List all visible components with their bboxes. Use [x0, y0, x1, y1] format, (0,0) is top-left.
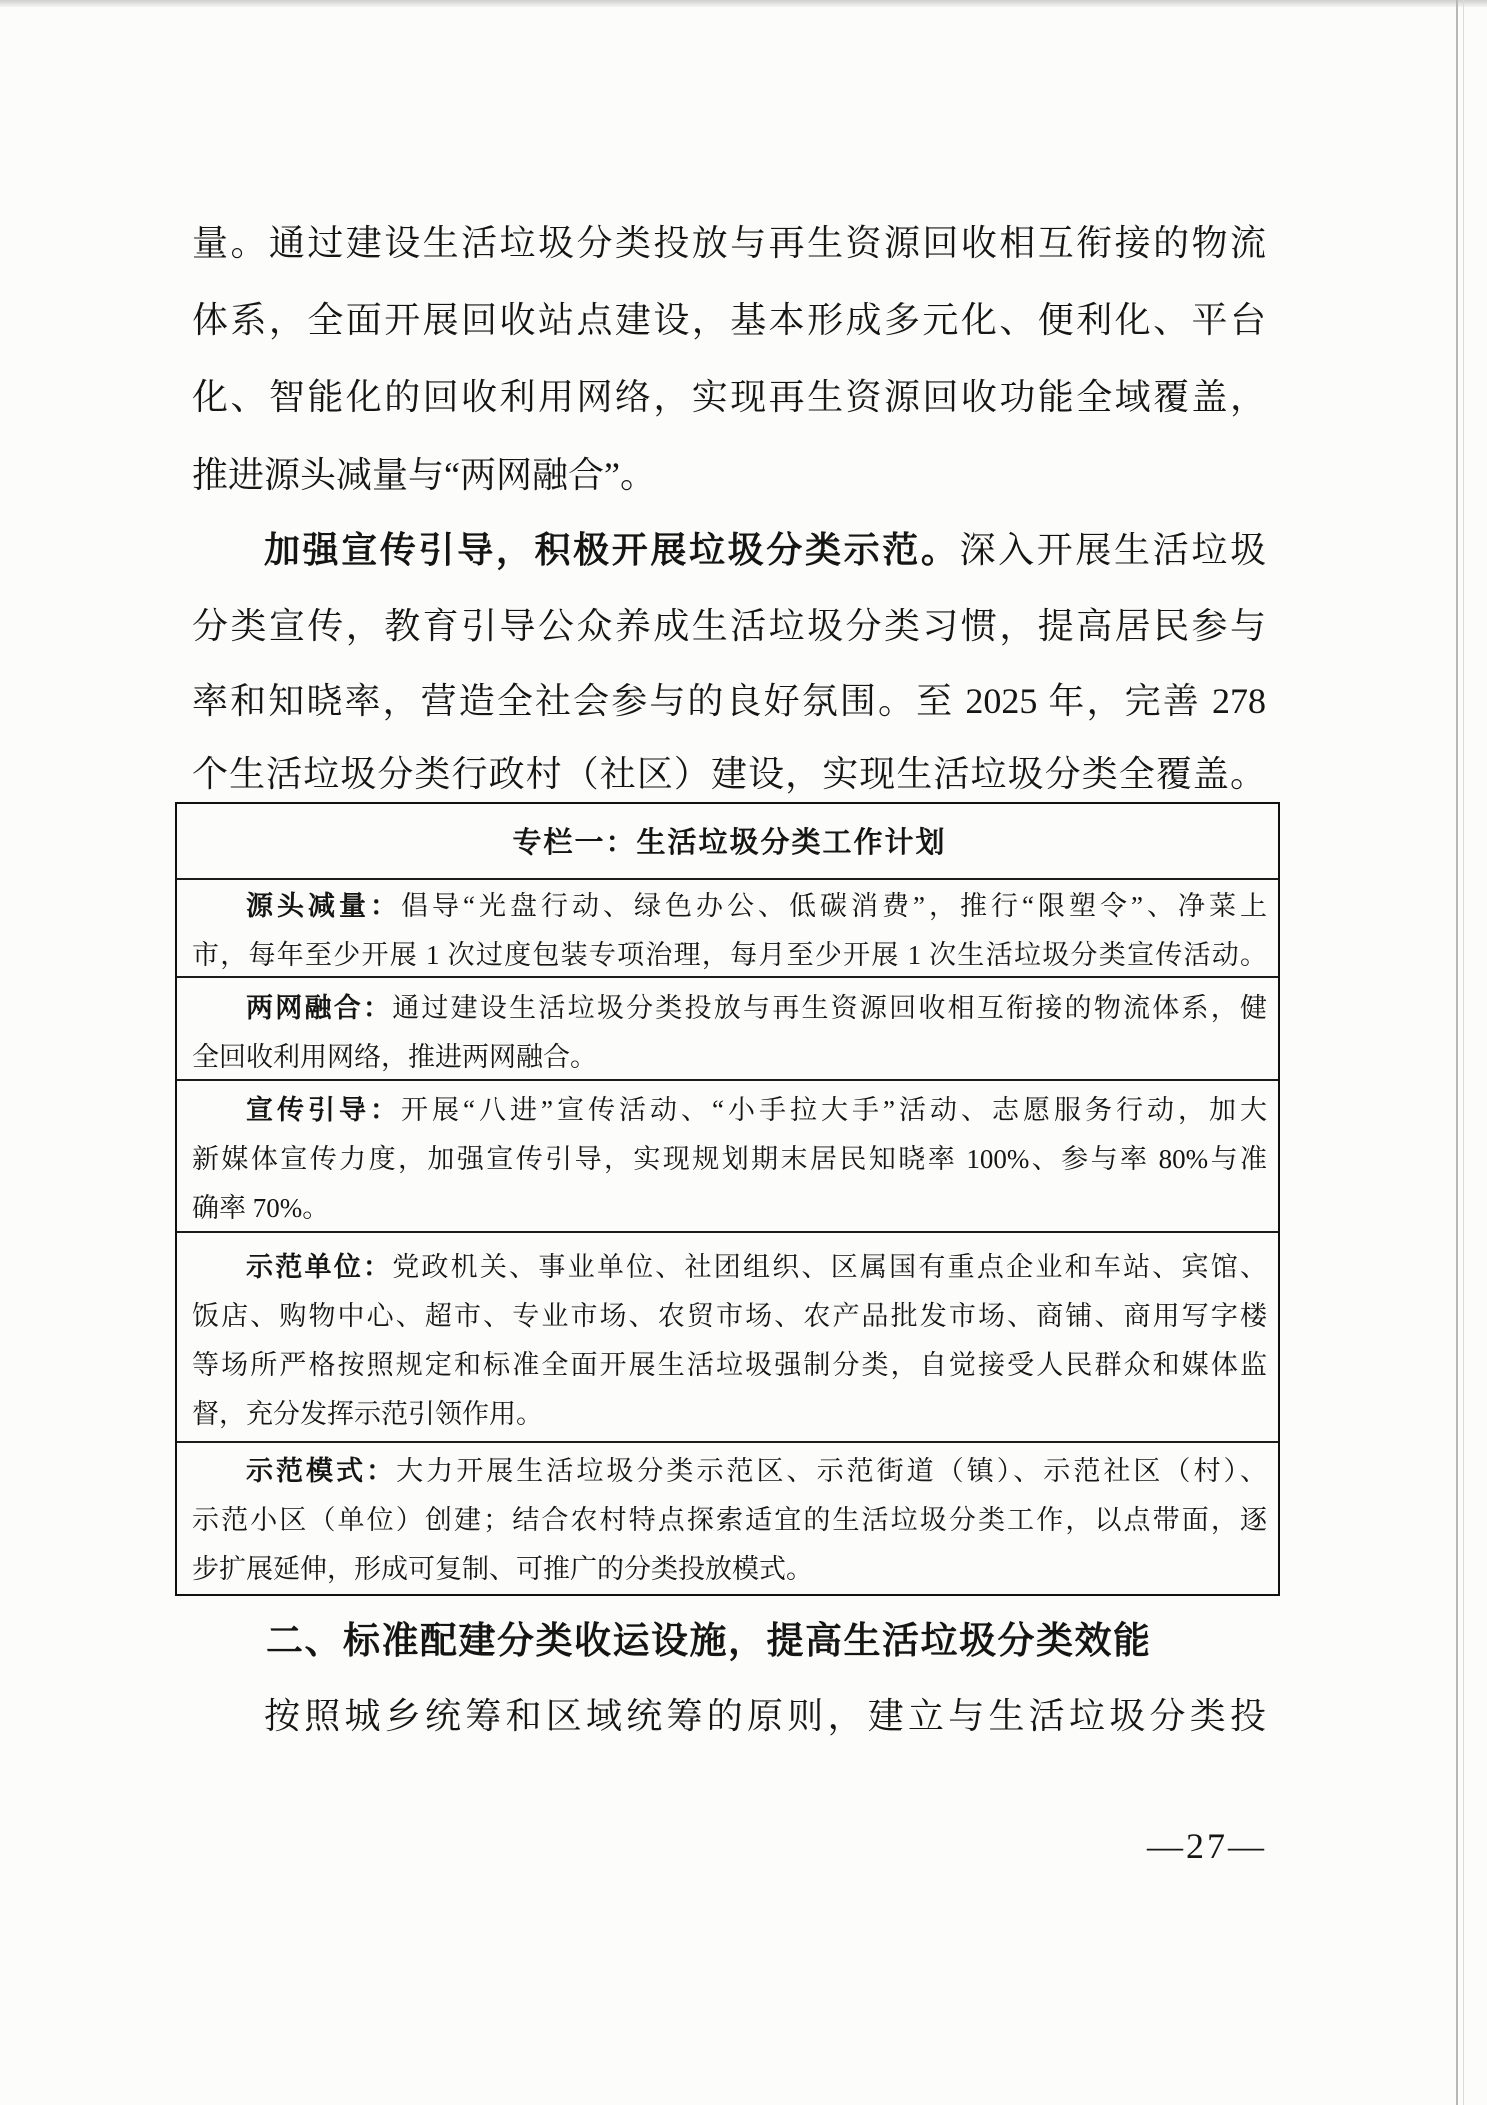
- plan-row-label: 宣传引导：: [246, 1095, 402, 1125]
- plan-row-text: 倡导“光盘行动、绿色办公、低碳消费”，推行“限塑令”、净菜上: [401, 891, 1268, 921]
- plan-row-line: 示范小区（单位）创建；结合农村特点探索适宜的生活垃圾分类工作，以点带面，逐: [192, 1505, 1267, 1535]
- body-text-line: 量。通过建设生活垃圾分类投放与再生资源回收相互衔接的物流: [192, 223, 1266, 263]
- plan-row-line: [192, 984, 1267, 1033]
- body-text-line: 个生活垃圾分类行政村（社区）建设，实现生活垃圾分类全覆盖。: [192, 754, 1266, 794]
- plan-row-text: 党政机关、事业单位、社团组织、区属国有重点企业和车站、宾馆、: [392, 1252, 1268, 1282]
- plan-row-line: [192, 882, 1267, 931]
- plan-box-table: [175, 802, 1280, 1596]
- body-text-line: 化、智能化的回收利用网络，实现再生资源回收功能全域覆盖，: [192, 377, 1266, 417]
- body-text-line: 按照城乡统筹和区域统筹的原则，建立与生活垃圾分类投: [264, 1696, 1266, 1736]
- plan-row-line: [192, 1086, 1267, 1135]
- plan-row-publicity: [177, 1079, 1278, 1231]
- paragraph-text: 深入开展生活垃圾: [959, 530, 1266, 570]
- body-text-line: [192, 525, 1266, 575]
- body-text-line: 推进源头减量与“两网融合”。: [192, 455, 656, 495]
- plan-row-text: 开展“八进”宣传活动、“小手拉大手”活动、志愿服务行动，加大: [401, 1095, 1268, 1125]
- plan-row-label: 示范单位：: [246, 1252, 393, 1282]
- page-number: —27—: [1147, 1826, 1267, 1866]
- plan-row-line: 新媒体宣传力度，加强宣传引导，实现规划期末居民知晓率 100%、参与率 80%与准: [192, 1144, 1267, 1174]
- plan-row-label: 两网融合：: [246, 993, 393, 1023]
- plan-row-line: 等场所严格按照规定和标准全面开展生活垃圾强制分类，自觉接受人民群众和媒体监: [192, 1350, 1267, 1380]
- body-text-line: 体系，全面开展回收站点建设，基本形成多元化、便利化、平台: [192, 300, 1266, 340]
- plan-row-line: 确率 70%。: [192, 1193, 330, 1223]
- plan-row-line: 步扩展延伸，形成可复制、可推广的分类投放模式。: [192, 1554, 813, 1584]
- paragraph-lead-bold: 加强宣传引导，积极开展垃圾分类示范。: [264, 530, 960, 570]
- plan-row-line: 督，充分发挥示范引领作用。: [192, 1399, 543, 1429]
- plan-row-line: [192, 1243, 1267, 1292]
- scan-right-edge-shadow: [1463, 0, 1464, 2105]
- plan-box-header: [177, 804, 1278, 878]
- body-text-line: 率和知晓率，营造全社会参与的良好氛围。至 2025 年，完善 278: [192, 681, 1266, 721]
- plan-row-line: 全回收利用网络，推进两网融合。: [192, 1042, 597, 1072]
- scan-right-edge-line: [1456, 0, 1458, 2105]
- plan-row-line: 市，每年至少开展 1 次过度包装专项治理，每月至少开展 1 次生活垃圾分类宣传活动。: [192, 940, 1267, 970]
- plan-row-line: 饭店、购物中心、超市、专业市场、农贸市场、农产品批发市场、商铺、商用写字楼: [192, 1301, 1267, 1331]
- plan-box-title: 专栏一：生活垃圾分类工作计划: [512, 827, 947, 859]
- body-text-line: 分类宣传，教育引导公众养成生活垃圾分类习惯，提高居民参与: [192, 606, 1266, 646]
- plan-row-demo-models: [177, 1441, 1278, 1594]
- scan-top-edge: [0, 0, 1487, 7]
- plan-row-label: 示范模式：: [246, 1456, 397, 1486]
- plan-row-text: 大力开展生活垃圾分类示范区、示范街道（镇）、示范社区（村）、: [396, 1456, 1268, 1486]
- plan-row-line: [192, 1447, 1267, 1496]
- section-heading: 二、标准配建分类收运设施，提高生活垃圾分类效能: [266, 1620, 1152, 1661]
- plan-row-demo-units: [177, 1231, 1278, 1441]
- plan-row-label: 源头减量：: [246, 891, 402, 921]
- plan-row-two-networks: [177, 976, 1278, 1079]
- plan-row-text: 通过建设生活垃圾分类投放与再生资源回收相互衔接的物流体系，健: [392, 993, 1268, 1023]
- plan-row-source-reduction: [177, 878, 1278, 976]
